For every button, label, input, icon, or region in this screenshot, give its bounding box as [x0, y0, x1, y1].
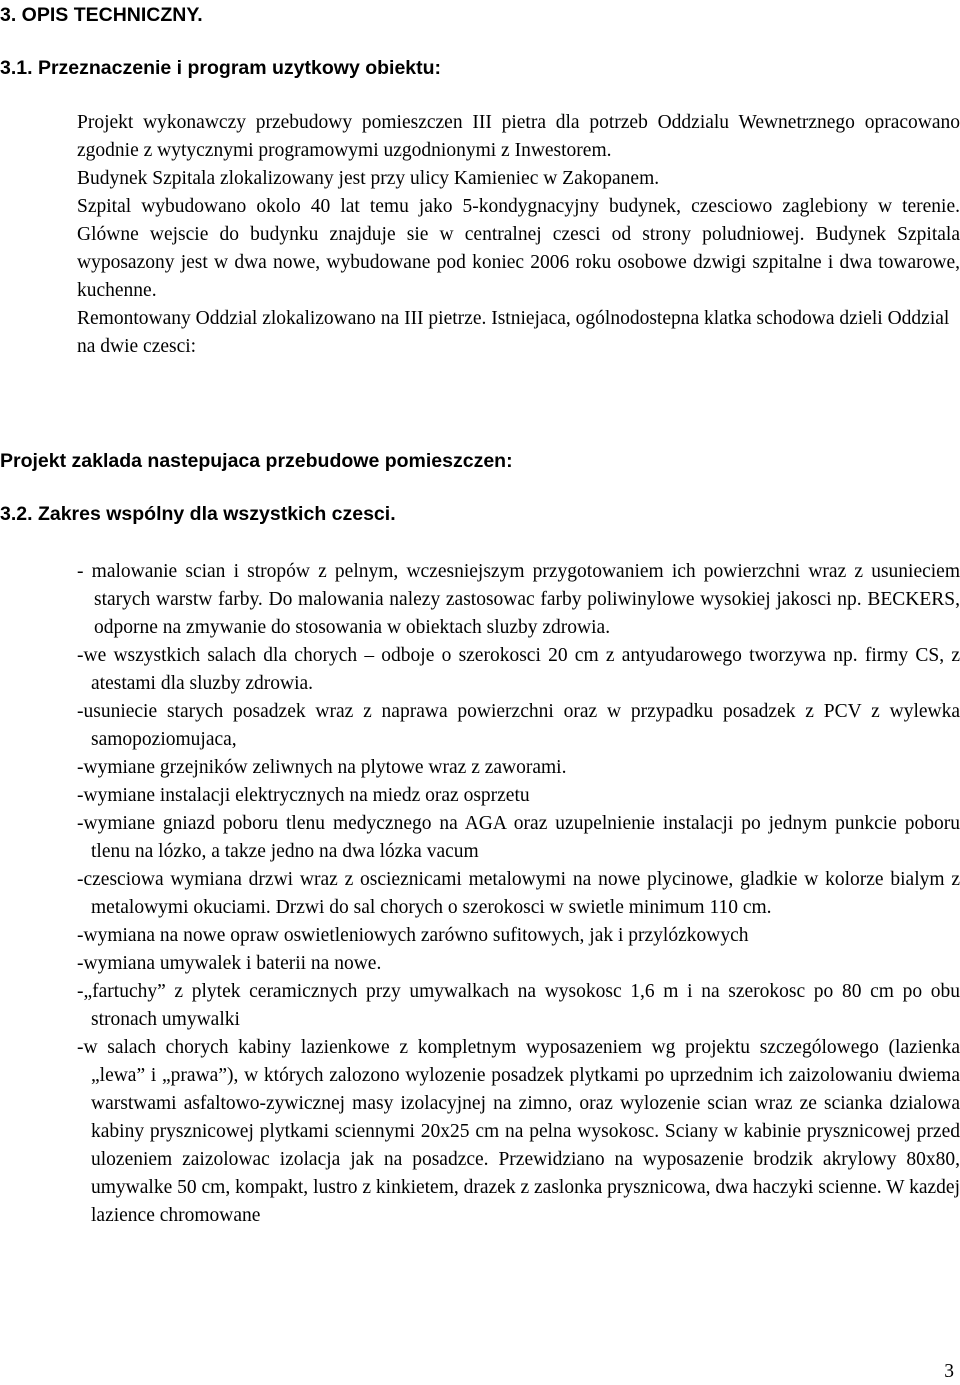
scope-list-item: -„fartuchy” z plytek ceramicznych przy umywalkach na wysokosc 1,6 m i na szerokosc po 80 cm po obu stronach umywalki: [77, 981, 960, 1030]
scope-list-item: -usuniecie starych posadzek wraz z naprawa powierzchni oraz w przypadku posadzek z PCV z wylewka samopoziomujaca,: [77, 701, 960, 750]
scope-list-item: -w salach chorych kabiny lazienkowe z kompletnym wyposazeniem wg projektu szczególowego (lazienka „lewa” i „prawa”), w których zalozono wylozenie posadzek plytkami po uprzednim ich zaizolowaniu dwiema warstwami asfaltowo-zywicznej masy izolacyjnej na zimno, oraz wylozenie scian wraz ze scianka dzialowa kabiny prysznicowej plytkami sciennymi 20x25 cm na pelna wysokosc. Sciany w kabinie prysznicowej przed ulozeniem zaizolowac izolacja jak na posadzce. Przewidziano na wyposazenie brodzik akrylowy 80x80, umywalke 50 cm, kompakt, lustro z kinkietem, drazek z zaslonka prysznicowa, dwa haczyki scienne. W kazdej lazience chromowane: [77, 1037, 960, 1226]
scope-list-item: -czesciowa wymiana drzwi wraz z oscieznicami metalowymi na nowe plycinowe, gladkie w kolorze bialym z metalowymi okuciami. Drzwi do sal chorych o szerokosci w swietle minimum 110 cm.: [77, 869, 960, 918]
scope-list-item: -wymiana umywalek i baterii na nowe.: [77, 953, 382, 974]
section-heading-opis-techniczny: 3. OPIS TECHNICZNY.: [0, 4, 203, 26]
page-number: 3: [944, 1361, 954, 1382]
scope-list-item: -wymiane instalacji elektrycznych na miedz oraz osprzetu: [77, 785, 530, 806]
scope-list-item: -wymiane grzejników zeliwnych na plytowe wraz z zaworami.: [77, 757, 567, 778]
scope-list-item: -wymiana na nowe opraw oswietleniowych zarówno sufitowych, jak i przylózkowych: [77, 925, 749, 946]
intro-text-block: [77, 109, 960, 361]
subsection-heading-3-2: 3.2. Zakres wspólny dla wszystkich czesci.: [0, 503, 396, 525]
scope-list-item: - malowanie scian i stropów z pelnym, wczesniejszym przygotowaniem ich powierzchni wraz z usunieciem starych warstw farby. Do malowania nalezy zastosowac farby poliwinylowe wysokiej jakosci np. BECKERS, odporne na zmywanie do stosowania w obiektach sluzby zdrowia.: [77, 561, 960, 638]
intro-paragraph: Projekt wykonawczy przebudowy pomieszczen III pietra dla potrzeb Oddzialu Wewnetrznego opracowano zgodnie z wytycznymi programowymi uzgodnionymi z Inwestorem.: [77, 112, 960, 161]
scope-list-item: -we wszystkich salach dla chorych – odboje o szerokosci 20 cm z antyudarowego tworzywa np. firmy CS, z atestami dla sluzby zdrowia.: [77, 645, 960, 694]
subsection-heading-3-1: 3.1. Przeznaczenie i program uzytkowy obiektu:: [0, 57, 442, 79]
scope-list-item: -wymiane gniazd poboru tlenu medycznego na AGA oraz uzupelnienie instalacji po jednym punkcie poboru tlenu na lózko, a takze jedno na dwa lózka vacum: [77, 813, 960, 862]
intro-paragraph: Budynek Szpitala zlokalizowany jest przy ulicy Kamieniec w Zakopanem.: [77, 168, 660, 189]
scope-list: [77, 558, 960, 1230]
intro-paragraph: Szpital wybudowano okolo 40 lat temu jako 5-kondygnacyjny budynek, czesciowo zaglebiony w terenie. Glówne wejscie do budynku znajduje sie w centralnej czesci od strony poludniowej. Budynek Szpitala wyposazony jest w dwa nowe, wybudowane pod koniec 2006 roku osobowe dzwigi szpitalne i dwa towarowe, kuchenne.: [77, 196, 960, 301]
heading-projekt-zaklada: Projekt zaklada nastepujaca przebudowe pomieszczen:: [0, 450, 513, 472]
intro-paragraph: Remontowany Oddzial zlokalizowano na III pietrze. Istniejaca, ogólnodostepna klatka schodowa dzieli Oddzial na dwie czesci:: [77, 308, 950, 357]
